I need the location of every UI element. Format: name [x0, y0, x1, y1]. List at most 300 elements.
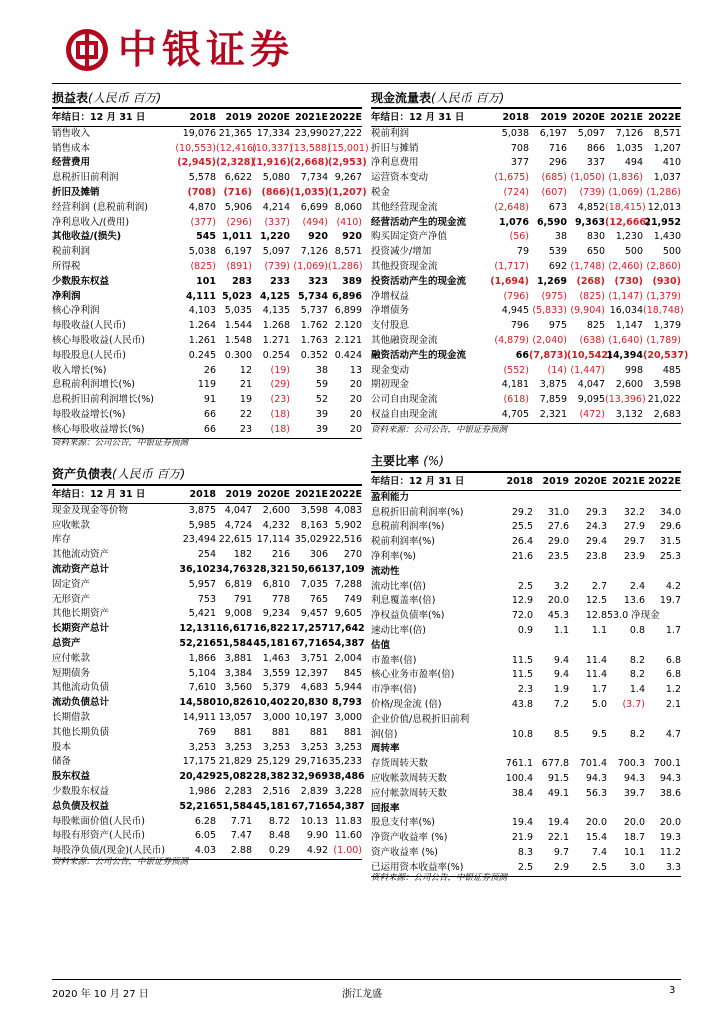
- table-cell: 8.48: [268, 830, 290, 842]
- table-cell: 1.762: [300, 320, 328, 332]
- table-cell: 27.6: [547, 521, 569, 533]
- table-cell: 66: [203, 408, 216, 420]
- table-cell: 5,104: [188, 667, 216, 679]
- table-cell: 19.3: [659, 832, 681, 844]
- table-row: [371, 831, 681, 846]
- row-label: 年结日：12 月 31 日: [52, 111, 174, 126]
- table-row: [371, 683, 681, 698]
- table-cell: (2,648): [494, 201, 529, 213]
- table-cell: 6,590: [536, 216, 567, 228]
- table-cell: 12.5: [585, 595, 607, 607]
- table-cell: [607, 742, 645, 757]
- row-label: 税前利润: [371, 127, 410, 139]
- table-row: [52, 726, 362, 741]
- table-cell: 6,899: [334, 305, 362, 317]
- row-label: 每股收益(人民币): [52, 320, 126, 332]
- table-cell: 1.548: [224, 334, 252, 346]
- row-label: 折旧与摊销: [371, 142, 419, 154]
- table-cell: 323: [308, 275, 328, 287]
- footer-page: 3: [669, 985, 676, 996]
- table-cell: 708: [510, 142, 529, 154]
- row-label: 净权益负债率(%): [371, 610, 445, 622]
- table-cell: 283: [232, 275, 252, 287]
- table-cell: 11.60: [334, 830, 362, 842]
- row-label: 估值: [371, 639, 391, 651]
- table-cell: 5,097: [577, 127, 605, 139]
- table-cell: 796: [510, 320, 529, 332]
- table-row: [371, 535, 681, 550]
- table-cell: 8.72: [268, 815, 290, 827]
- table-row: [371, 408, 681, 423]
- table-row: [52, 290, 362, 305]
- table-cell: 4.7: [665, 728, 681, 740]
- table-cell: 39.7: [623, 787, 645, 799]
- table-row: [371, 816, 681, 831]
- table-cell: 3,875: [188, 504, 216, 516]
- table-cell: 23.8: [585, 550, 607, 562]
- row-label: 息税前利润率(%): [371, 521, 445, 533]
- table-cell: 769: [197, 726, 216, 738]
- table-cell: 7,859: [539, 394, 567, 406]
- table-cell: 8,060: [334, 201, 362, 213]
- table-row: [371, 230, 681, 245]
- table-cell: 2022E: [328, 111, 362, 126]
- table-cell: (739): [579, 186, 605, 198]
- row-label: 回报率: [371, 802, 400, 814]
- table-cell: 3,559: [262, 667, 290, 679]
- table-cell: 182: [233, 549, 252, 561]
- table-cell: 5.0: [591, 698, 607, 710]
- table-cell: 3.0: [607, 861, 645, 876]
- table-cell: 9,605: [334, 608, 362, 620]
- ratios-source: 资料来源：公司公告，中银证券预测: [371, 873, 508, 883]
- table-cell: (1,286): [646, 186, 681, 198]
- table-cell: 1.268: [262, 320, 290, 332]
- table-cell: (552): [503, 364, 529, 376]
- page-header: [0, 0, 724, 100]
- table-cell: (891): [226, 260, 252, 272]
- table-cell: 2019: [533, 475, 569, 490]
- table-cell: 3,253: [334, 741, 362, 753]
- table-cell: 2,600: [262, 504, 290, 516]
- table-cell: 39: [315, 408, 328, 420]
- table-cell: 881: [233, 726, 252, 738]
- table-cell: (12,666): [605, 216, 651, 228]
- table-cell: 2020E: [567, 111, 605, 126]
- table-cell: (10,337): [252, 142, 293, 154]
- table-cell: 9,008: [224, 608, 252, 620]
- table-cell: [645, 565, 681, 580]
- table-cell: 67,716: [291, 800, 328, 812]
- table-cell: 677.8: [541, 758, 569, 770]
- table-cell: 7.47: [230, 830, 252, 842]
- table-cell: (472): [567, 408, 605, 423]
- table-cell: 8.5: [553, 728, 569, 740]
- table-cell: 2018: [174, 111, 216, 126]
- table-cell: 410: [662, 157, 681, 169]
- table-cell: 10.13: [300, 815, 328, 827]
- table-row: [371, 142, 681, 157]
- row-label: 总资产: [52, 637, 81, 649]
- table-row: [371, 245, 681, 260]
- table-cell: 23.5: [547, 550, 569, 562]
- table-cell: 1,430: [653, 231, 681, 243]
- table-cell: [645, 490, 681, 505]
- table-cell: 5,038: [188, 246, 216, 258]
- table-cell: 26: [203, 364, 216, 376]
- table-cell: (2,040): [532, 334, 567, 346]
- table-cell: 9.4: [553, 654, 569, 666]
- table-row: [52, 563, 362, 578]
- table-cell: 1,986: [188, 785, 216, 797]
- table-cell: 22.1: [547, 832, 569, 844]
- table-row: [371, 334, 681, 349]
- table-row: [52, 201, 362, 216]
- table-cell: 26.4: [511, 536, 533, 548]
- table-cell: [533, 639, 569, 654]
- table-cell: 29.7: [623, 536, 645, 548]
- table-cell: 545: [196, 231, 216, 243]
- table-header-row: [371, 475, 681, 490]
- table-cell: 4,047: [224, 504, 252, 516]
- table-cell: 2,516: [262, 785, 290, 797]
- table-cell: 36,102: [179, 563, 216, 575]
- row-label: 净利润: [52, 290, 81, 302]
- table-cell: 12,397: [294, 667, 328, 679]
- table-row: [52, 741, 362, 756]
- row-label: 应付帐款周转天数: [371, 787, 448, 799]
- table-cell: (1,694): [490, 275, 529, 287]
- table-cell: (1,069): [293, 260, 328, 272]
- table-cell: 20,429: [179, 771, 216, 783]
- table-cell: [645, 713, 681, 728]
- table-cell: 10,197: [294, 711, 328, 723]
- table-cell: 701.4: [579, 758, 607, 770]
- table-cell: 25,082: [216, 771, 253, 783]
- table-cell: 29.6: [659, 521, 681, 533]
- table-cell: 1.4: [629, 684, 645, 696]
- table-cell: 38: [315, 364, 328, 376]
- table-cell: 791: [233, 593, 252, 605]
- table-cell: 20: [349, 408, 362, 420]
- table-cell: 3,751: [300, 652, 328, 664]
- table-cell: (1,147): [608, 290, 643, 302]
- table-row: [371, 742, 681, 757]
- table-row: [371, 698, 681, 713]
- table-cell: 79: [516, 246, 529, 258]
- table-cell: 23,494: [182, 534, 216, 546]
- table-cell: 7,610: [188, 682, 216, 694]
- table-cell: 2021E: [607, 475, 645, 490]
- table-cell: 25.3: [659, 550, 681, 562]
- table-cell: [645, 742, 681, 757]
- table-cell: (825): [579, 290, 605, 302]
- table-cell: 6,197: [539, 127, 567, 139]
- table-cell: [533, 490, 569, 505]
- table-cell: 5,379: [262, 682, 290, 694]
- table-cell: [495, 742, 533, 757]
- row-label: 股本: [52, 741, 72, 753]
- table-row: [52, 186, 362, 201]
- table-cell: (607): [541, 186, 567, 198]
- table-cell: 51,584: [216, 800, 253, 812]
- table-cell: 119: [197, 379, 216, 391]
- row-label: 核心净利润: [52, 305, 100, 317]
- table-cell: 4.2: [665, 580, 681, 592]
- table-cell: 10,826: [216, 697, 253, 709]
- table-cell: 2022E: [328, 488, 362, 503]
- table-row: [371, 275, 681, 290]
- table-cell: 29,716: [294, 756, 328, 768]
- balance-title: 资产负债表(人民币 百万): [52, 467, 186, 481]
- table-cell: [569, 565, 607, 580]
- table-cell: 23.9: [623, 550, 645, 562]
- row-label: 融资活动产生的现金流: [371, 349, 467, 361]
- table-cell: (724): [503, 186, 529, 198]
- row-label: 其他长期负债: [52, 726, 110, 738]
- table-cell: 2.120: [334, 320, 362, 332]
- table-cell: 6,699: [300, 201, 328, 213]
- table-cell: 233: [270, 275, 290, 287]
- table-cell: 0.29: [252, 844, 290, 859]
- table-cell: (708): [187, 186, 216, 198]
- row-label: 总负债及权益: [52, 800, 110, 812]
- table-cell: 296: [548, 157, 567, 169]
- table-cell: [569, 639, 607, 654]
- table-cell: 1,037: [653, 172, 681, 184]
- table-cell: 20: [349, 394, 362, 406]
- table-cell: 4.92: [290, 844, 328, 859]
- table-cell: (410): [336, 216, 362, 228]
- table-cell: 306: [309, 549, 328, 561]
- table-cell: 866: [586, 142, 605, 154]
- table-cell: 881: [271, 726, 290, 738]
- table-cell: (1,207): [328, 186, 367, 198]
- table-row: [52, 829, 362, 844]
- table-cell: 0.254: [262, 349, 290, 361]
- table-row: [371, 594, 681, 609]
- table-cell: [533, 565, 569, 580]
- table-cell: 1,220: [259, 231, 290, 243]
- row-label: 净资产收益率 (%): [371, 832, 448, 844]
- table-header-row: [52, 111, 362, 126]
- table-cell: 38.6: [659, 787, 681, 799]
- table-cell: 8,571: [334, 246, 362, 258]
- row-label: 核心业务市盈率(倍): [371, 669, 455, 681]
- table-cell: [533, 742, 569, 757]
- table-cell: 2.9: [533, 861, 569, 876]
- income-title: 损益表(人民币 百万): [52, 91, 162, 105]
- table-cell: 9.4: [553, 669, 569, 681]
- table-row: [52, 334, 362, 349]
- table-row: [52, 533, 362, 548]
- table-cell: 52,216: [179, 637, 216, 649]
- table-cell: 3,384: [224, 667, 252, 679]
- table-cell: 3,000: [262, 711, 290, 723]
- table-cell: 66: [515, 349, 529, 361]
- table-cell: (975): [541, 290, 567, 302]
- table-cell: (296): [226, 216, 252, 228]
- row-label: 其他流动负债: [52, 682, 110, 694]
- footer-date: 2020 年 10 月 27 日: [52, 989, 149, 1000]
- table-cell: 3,875: [539, 379, 567, 391]
- table-cell: 101: [196, 275, 216, 287]
- table-row: [371, 713, 681, 728]
- table-cell: 881: [309, 726, 328, 738]
- row-label: 润(倍): [371, 728, 398, 740]
- table-cell: 11.4: [585, 669, 607, 681]
- table-cell: 6,622: [224, 172, 252, 184]
- table-cell: 8.2: [629, 654, 645, 666]
- table-header-row: [371, 111, 681, 126]
- row-label: 税前利润: [52, 246, 91, 258]
- table-cell: 18.7: [623, 832, 645, 844]
- table-cell: 29.3: [585, 506, 607, 518]
- table-cell: (1,836): [608, 172, 643, 184]
- table-cell: 1.763: [300, 334, 328, 346]
- table-cell: 29.0: [547, 536, 569, 548]
- row-label: 息税折旧前利润增长(%): [52, 394, 154, 406]
- table-cell: 761.1: [505, 758, 533, 770]
- table-cell: 14,394: [606, 349, 643, 361]
- table-cell: (930): [652, 275, 681, 287]
- table-cell: 2,004: [334, 652, 362, 664]
- table-cell: 998: [624, 364, 643, 376]
- footer-company: 浙江龙盛: [342, 989, 382, 1000]
- table-cell: 4,945: [501, 305, 529, 317]
- table-cell: (638): [579, 334, 605, 346]
- table-cell: 21,952: [644, 216, 681, 228]
- table-cell: 39: [290, 423, 328, 438]
- table-cell: 49.1: [547, 787, 569, 799]
- table-cell: 1.7: [591, 684, 607, 696]
- table-cell: 52: [315, 394, 328, 406]
- table-cell: 9,363: [574, 216, 605, 228]
- table-cell: 3,000: [334, 711, 362, 723]
- table-cell: [569, 713, 607, 728]
- table-cell: 337: [586, 157, 605, 169]
- table-cell: 673: [548, 201, 567, 213]
- table-header-row: [52, 488, 362, 503]
- table-cell: 0.300: [224, 349, 252, 361]
- row-label: 息税折旧前利润: [52, 172, 119, 184]
- table-cell: 54,387: [328, 800, 365, 812]
- table-cell: 2020E: [569, 475, 607, 490]
- table-cell: 29.2: [511, 506, 533, 518]
- table-cell: 2022E: [645, 475, 681, 490]
- table-row: [371, 171, 681, 186]
- table-row: [371, 609, 681, 624]
- table-cell: (377): [190, 216, 216, 228]
- table-cell: 67,716: [291, 637, 328, 649]
- table-cell: (19): [270, 364, 290, 376]
- table-cell: 3,881: [224, 652, 252, 664]
- row-label: 少数股东权益: [52, 275, 110, 287]
- row-label: 股东权益: [52, 771, 91, 783]
- row-label: 年结日：12 月 31 日: [371, 475, 495, 490]
- table-cell: (18): [270, 408, 290, 420]
- table-cell: 4,214: [262, 201, 290, 213]
- table-cell: 216: [271, 549, 290, 561]
- table-cell: 17,334: [256, 127, 290, 139]
- table-row: [52, 364, 362, 379]
- table-cell: 5,985: [188, 519, 216, 531]
- row-label: 储备: [52, 756, 72, 768]
- row-label: 其他流动资产: [52, 549, 110, 561]
- ratios-table: [371, 475, 681, 877]
- row-label: 固定资产: [52, 578, 91, 590]
- table-cell: 2021E: [290, 111, 328, 126]
- table-row: [371, 319, 681, 334]
- table-cell: 13,057: [218, 711, 252, 723]
- table-cell: [645, 639, 681, 654]
- cashflow-table: [371, 111, 689, 424]
- table-cell: 4,724: [224, 519, 252, 531]
- table-cell: [569, 802, 607, 817]
- table-cell: 1.2: [665, 684, 681, 696]
- table-cell: 1,035: [615, 142, 643, 154]
- table-row: [371, 757, 681, 772]
- table-cell: 3,598: [653, 379, 681, 391]
- table-cell: 3.3: [645, 861, 681, 876]
- row-label: 应付帐款: [52, 652, 91, 664]
- table-cell: (3.7): [622, 698, 645, 710]
- table-cell: (4,879): [494, 334, 529, 346]
- row-label: 净利息费用: [371, 157, 419, 169]
- table-cell: 2.5: [517, 580, 533, 592]
- table-cell: (56): [509, 231, 529, 243]
- row-label: 年结日：12 月 31 日: [371, 111, 481, 126]
- row-label: 少数股东权益: [52, 785, 110, 797]
- table-cell: 5,035: [224, 305, 252, 317]
- table-row: [52, 304, 362, 319]
- table-row: [371, 126, 681, 141]
- table-cell: 12.8: [585, 610, 607, 622]
- table-cell: 31.0: [547, 506, 569, 518]
- row-label: 其他投资现金流: [371, 260, 438, 272]
- row-label: 核心每股收益增长(%): [52, 423, 174, 438]
- table-cell: 27,222: [328, 127, 362, 139]
- table-cell: 91: [203, 394, 216, 406]
- table-cell: 500: [624, 246, 643, 258]
- row-label: 利息覆盖率(倍): [371, 595, 436, 607]
- row-label: 速动比率(倍): [371, 624, 426, 636]
- table-cell: (1,640): [608, 334, 643, 346]
- table-row: [52, 755, 362, 770]
- row-label: 公司自由现金流: [371, 394, 438, 406]
- table-cell: [569, 742, 607, 757]
- table-cell: 7,734: [300, 172, 328, 184]
- table-cell: (13,588): [290, 142, 331, 154]
- row-label: 现金变动: [371, 364, 410, 376]
- row-label: 存货周转天数: [371, 758, 429, 770]
- table-row: [52, 393, 362, 408]
- table-cell: (14): [547, 364, 567, 376]
- row-label: 长期借款: [52, 711, 91, 723]
- table-cell: 17,642: [328, 623, 365, 635]
- table-cell: 2.5: [495, 861, 533, 876]
- table-cell: [607, 565, 645, 580]
- row-label: 其他长期资产: [52, 608, 110, 620]
- table-cell: 2,600: [615, 379, 643, 391]
- income-source: 资料来源：公司公告，中银证券预测: [52, 438, 189, 448]
- row-label: 折旧及摊销: [52, 186, 100, 198]
- row-label: 核心每股收益(人民币): [52, 334, 145, 346]
- table-cell: 20,830: [291, 697, 328, 709]
- ratios-rule: [371, 471, 681, 473]
- table-row: [52, 171, 362, 186]
- table-cell: (685): [541, 172, 567, 184]
